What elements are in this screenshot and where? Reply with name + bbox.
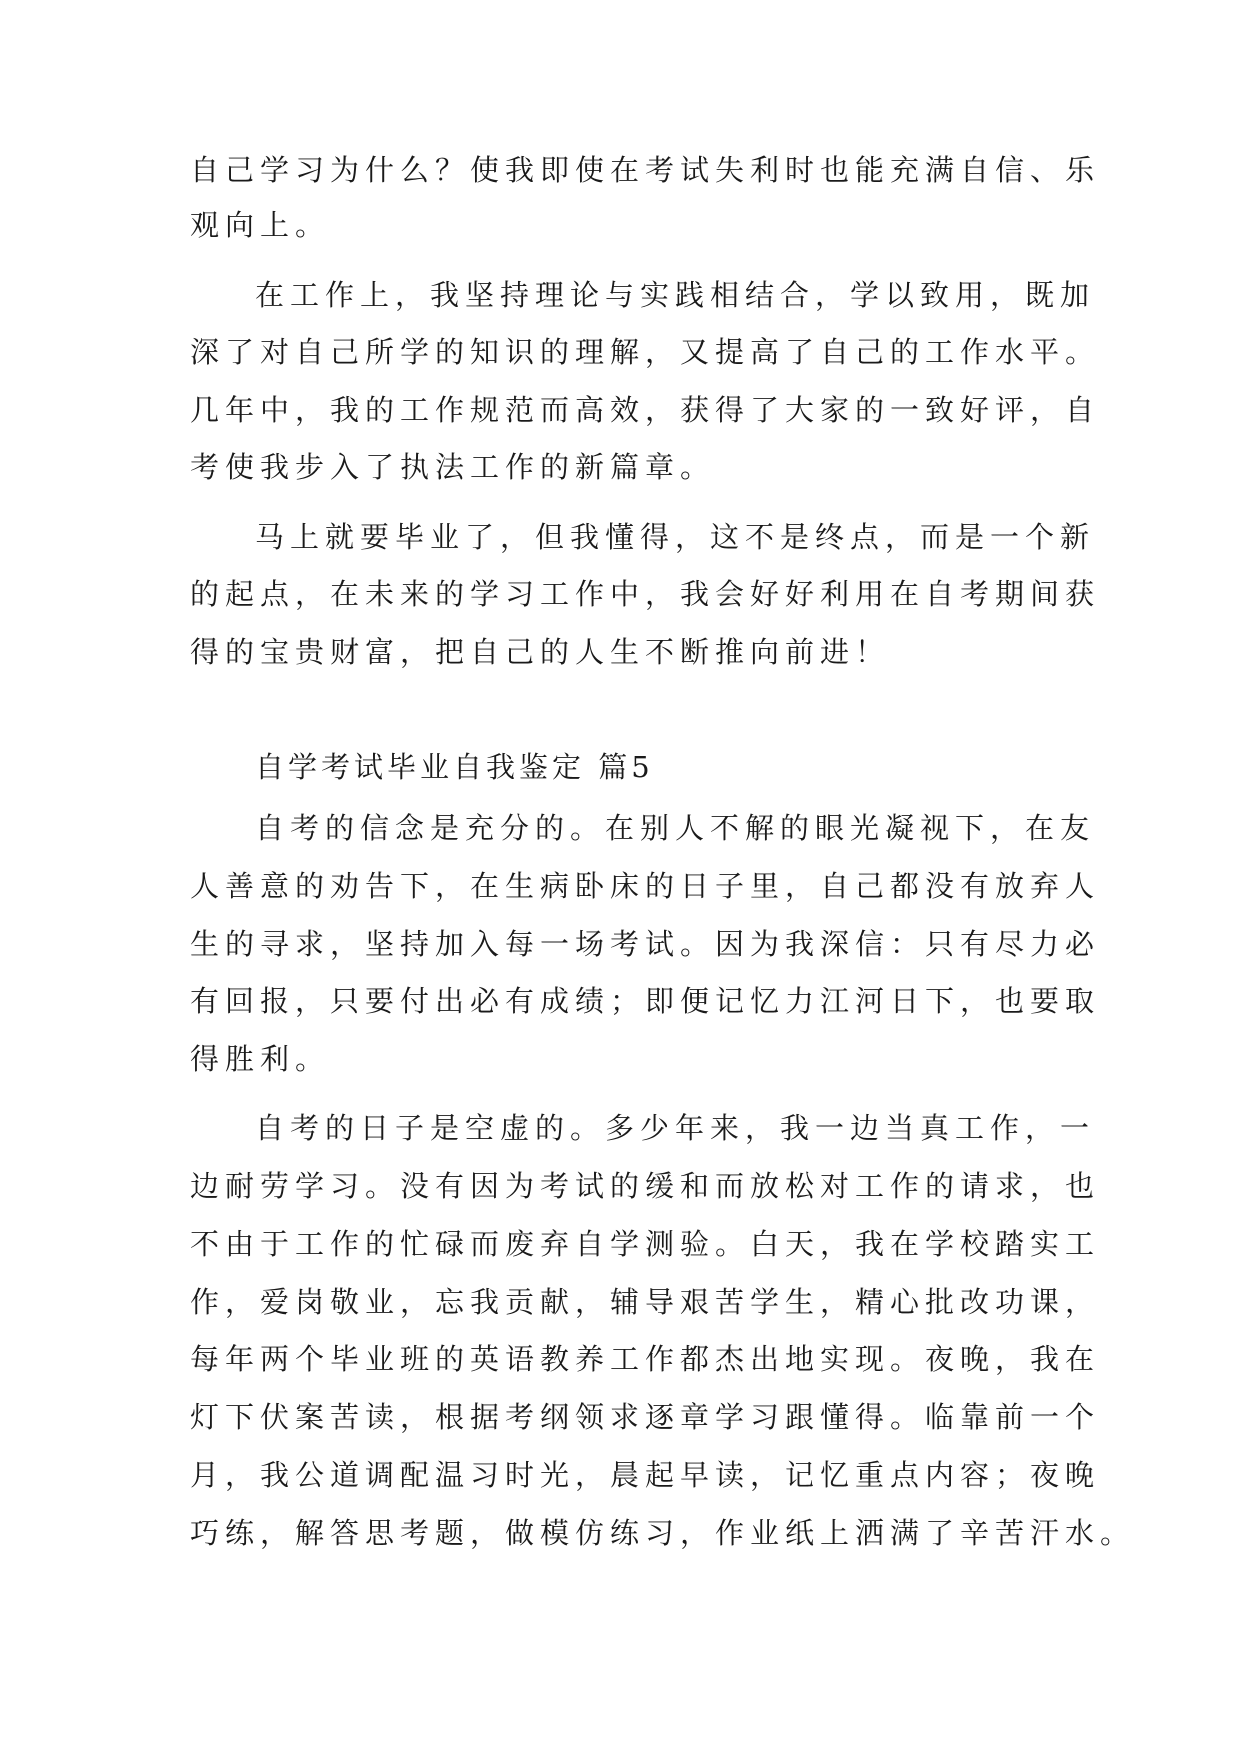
text-line: 深了对自己所学的知识的理解，又提高了自己的工作水平。 xyxy=(190,335,1101,369)
text-line: 巧练，解答思考题，做模仿练习，作业纸上洒满了辛苦汗水。 xyxy=(190,1516,1136,1550)
text-line: 灯下伏案苦读，根据考纲领求逐章学习跟懂得。临靠前一个 xyxy=(190,1400,1101,1434)
text-line: 几年中，我的工作规范而高效，获得了大家的一致好评，自 xyxy=(190,393,1101,427)
paragraph-start-line: 自考的信念是充分的。在别人不解的眼光凝视下，在友 xyxy=(255,811,1096,845)
text-line: 人善意的劝告下，在生病卧床的日子里，自己都没有放弃人 xyxy=(190,869,1101,903)
text-line: 月，我公道调配温习时光，晨起早读，记忆重点内容；夜晚 xyxy=(190,1458,1101,1492)
text-line: 考使我步入了执法工作的新篇章。 xyxy=(190,450,716,484)
text-line: 自己学习为什么？使我即使在考试失利时也能充满自信、乐 xyxy=(190,153,1101,187)
paragraph-start-line: 马上就要毕业了，但我懂得，这不是终点，而是一个新 xyxy=(255,520,1096,554)
paragraph-start-line: 自考的日子是空虚的。多少年来，我一边当真工作，一 xyxy=(255,1111,1096,1145)
text-line: 每年两个毕业班的英语教养工作都杰出地实现。夜晚，我在 xyxy=(190,1342,1101,1376)
text-line: 观向上。 xyxy=(190,208,331,242)
text-line: 不由于工作的忙碌而废弃自学测验。白天，我在学校踏实工 xyxy=(190,1227,1101,1261)
text-line: 边耐劳学习。没有因为考试的缓和而放松对工作的请求，也 xyxy=(190,1169,1101,1203)
text-line: 作，爱岗敬业，忘我贡献，辅导艰苦学生，精心批改功课， xyxy=(190,1285,1101,1319)
text-line: 得胜利。 xyxy=(190,1042,331,1076)
paragraph-start-line: 在工作上，我坚持理论与实践相结合，学以致用，既加 xyxy=(255,278,1096,312)
text-line: 生的寻求，坚持加入每一场考试。因为我深信：只有尽力必 xyxy=(190,927,1101,961)
text-line: 得的宝贵财富，把自己的人生不断推向前进！ xyxy=(190,635,891,669)
text-line: 的起点，在未来的学习工作中，我会好好利用在自考期间获 xyxy=(190,577,1101,611)
section-heading: 自学考试毕业自我鉴定 篇5 xyxy=(255,750,654,784)
text-line: 有回报，只要付出必有成绩；即便记忆力江河日下，也要取 xyxy=(190,984,1101,1018)
